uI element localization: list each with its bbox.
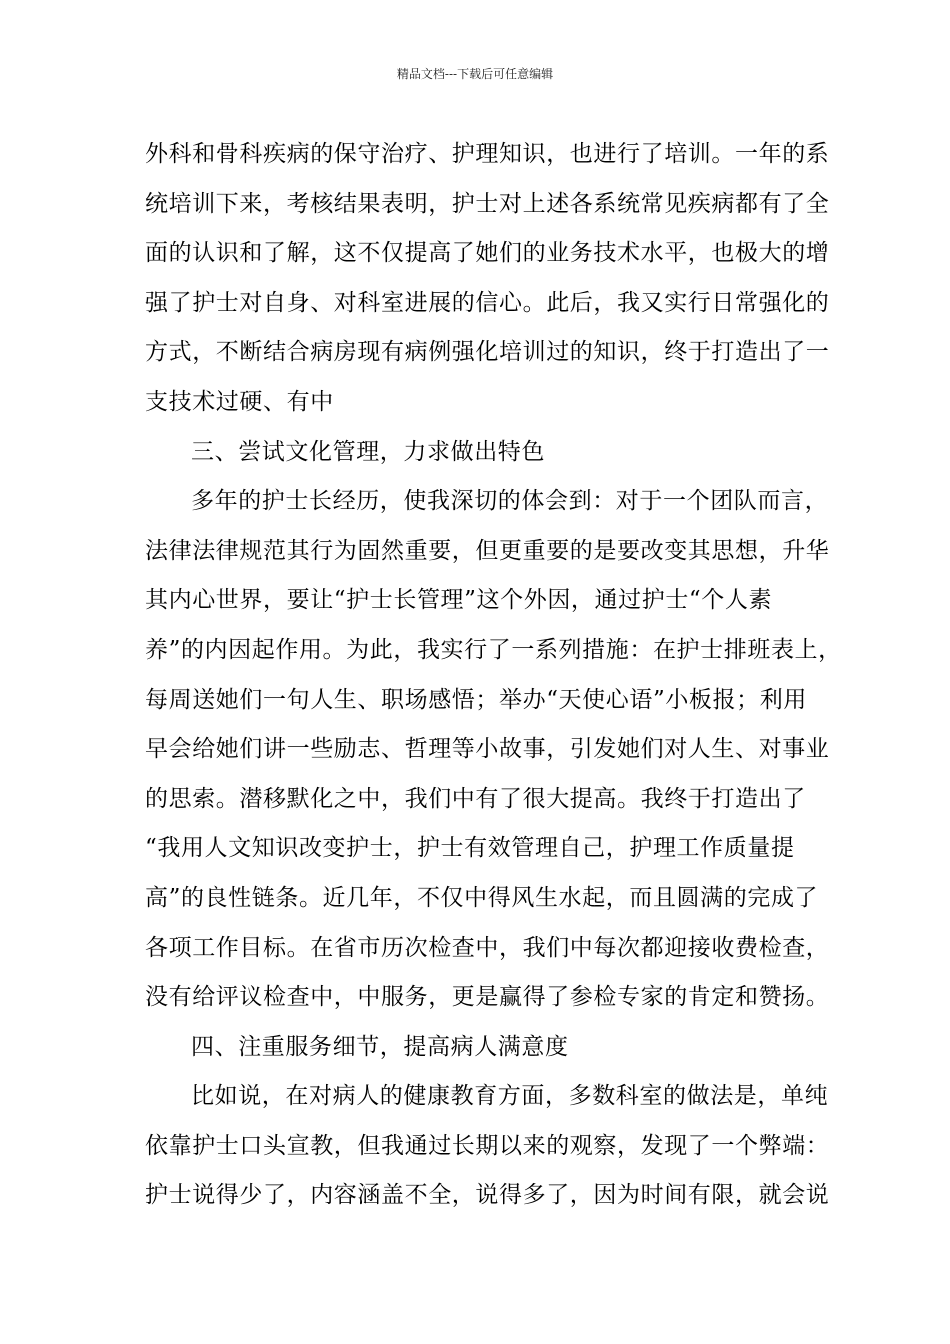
text-line: 各项工作目标。在省市历次检查中，我们中每次都迎接收费检查，	[145, 934, 830, 961]
text-line: 早会给她们讲一些励志、哲理等小故事，引发她们对人生、对事业	[145, 736, 830, 763]
text-line: 的思索。潜移默化之中，我们中有了很大提高。我终于打造出了	[145, 785, 806, 812]
section-heading: 四、注重服务细节，提高病人满意度	[191, 1033, 569, 1060]
text-line: 支技术过硬、有中	[145, 388, 334, 415]
text-line: 面的认识和了解，这不仅提高了她们的业务技术水平，也极大的增	[145, 240, 830, 267]
text-line: 养”的内因起作用。为此，我实行了一系列措施：在护士排班表上，	[145, 636, 842, 663]
section-heading: 三、尝试文化管理，力求做出特色	[191, 438, 545, 465]
page-header: 精品文档---下载后可任意编辑	[396, 67, 554, 81]
text-line: 每周送她们一句人生、职场感悟；举办“天使心语”小板报；利用	[145, 686, 807, 713]
text-line: 方式，不断结合病房现有病例强化培训过的知识，终于打造出了一	[145, 339, 830, 366]
text-line: 法律法律规范其行为固然重要，但更重要的是要改变其思想，升华	[145, 537, 830, 564]
text-line: 强了护士对自身、对科室进展的信心。此后，我又实行日常强化的	[145, 289, 830, 316]
text-line: 其内心世界，要让“护士长管理”这个外因，通过护士“个人素	[145, 587, 773, 614]
text-line: 高”的良性链条。近几年，不仅中得风生水起，而且圆满的完成了	[145, 884, 819, 911]
text-line: 护士说得少了，内容涵盖不全，说得多了，因为时间有限，就会说	[145, 1182, 830, 1209]
text-line: 多年的护士长经历，使我深切的体会到：对于一个团队而言，	[191, 488, 829, 515]
text-line: 没有给评议检查中，中服务，更是赢得了参检专家的肯定和赞扬。	[145, 984, 830, 1011]
text-line: 比如说，在对病人的健康教育方面，多数科室的做法是，单纯	[191, 1083, 829, 1110]
text-line: 统培训下来，考核结果表明，护士对上述各系统常见疾病都有了全	[145, 190, 830, 217]
text-line: 外科和骨科疾病的保守治疗、护理知识，也进行了培训。一年的系	[145, 141, 830, 167]
text-line: “我用人文知识改变护士，护士有效管理自己，护理工作质量提	[145, 835, 795, 862]
document-body	[145, 130, 842, 1221]
text-line: 依靠护士口头宣教，但我通过长期以来的观察，发现了一个弊端：	[145, 1132, 830, 1159]
